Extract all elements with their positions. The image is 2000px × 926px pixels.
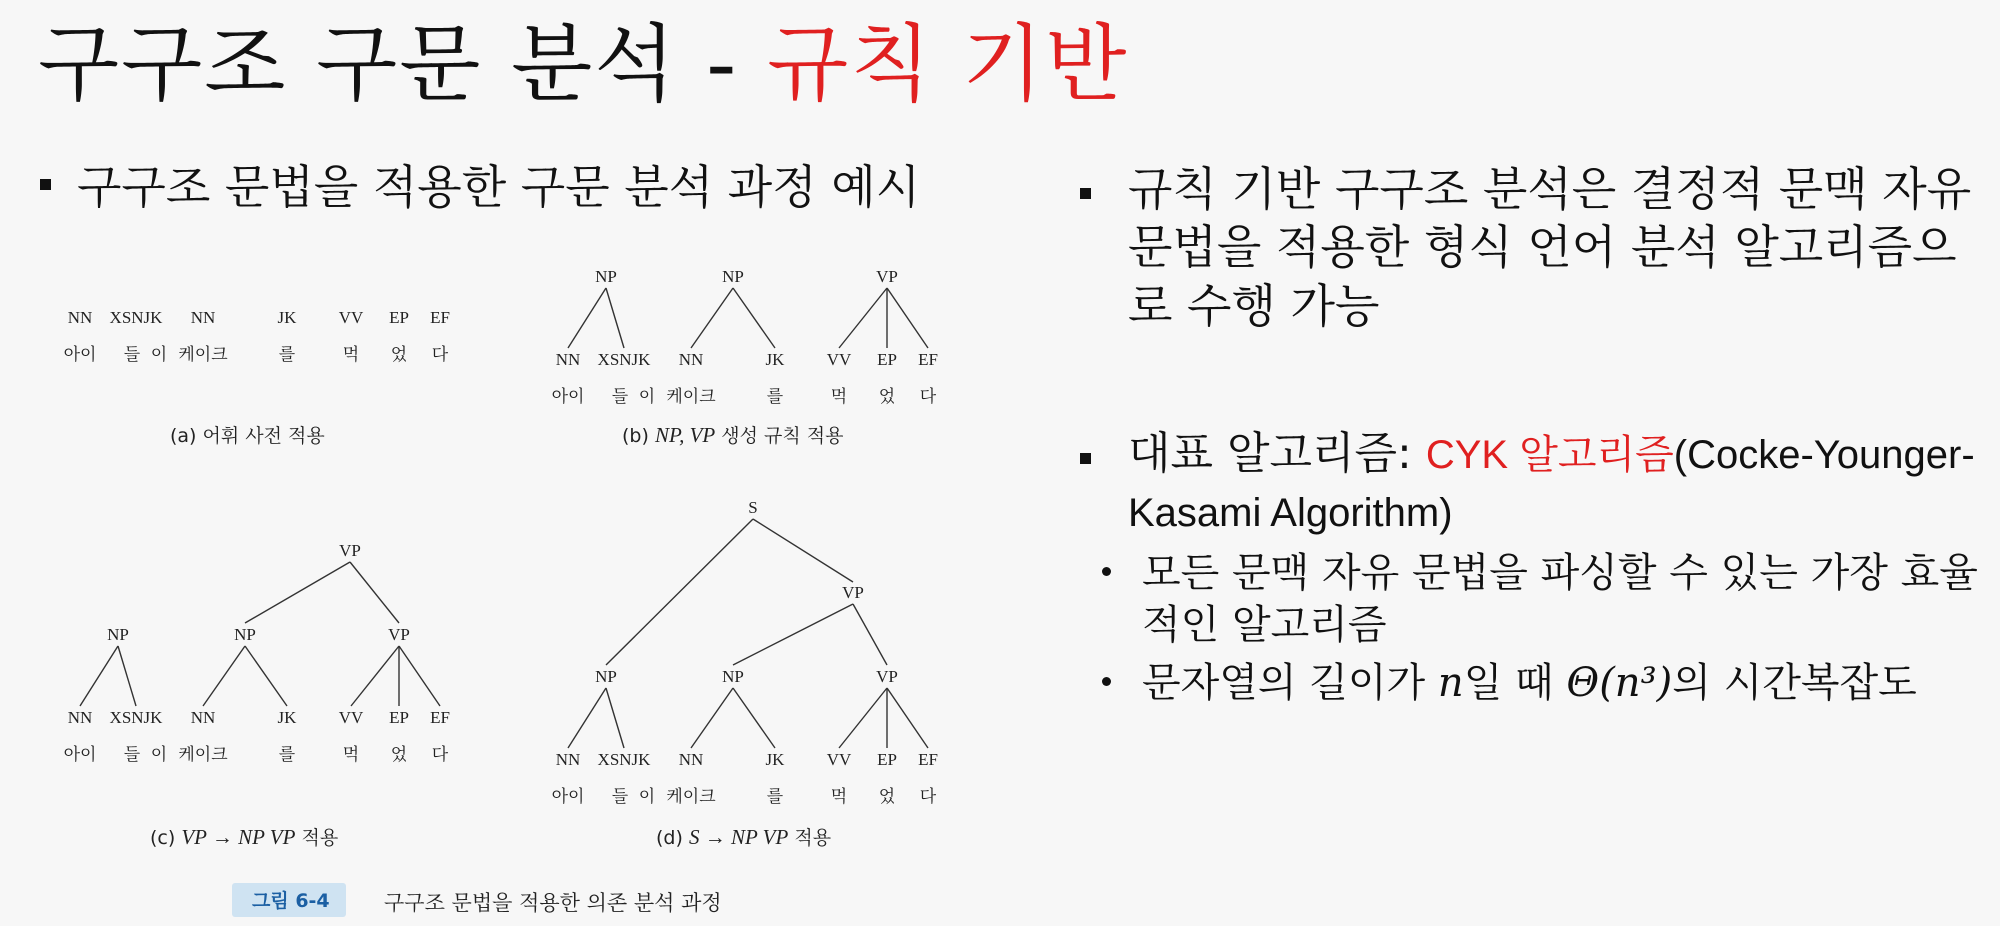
dot-bullet-icon — [1102, 567, 1111, 576]
pos-tag: NN — [555, 350, 581, 369]
morpheme: 아이 — [551, 387, 585, 407]
pos-tag: VV — [826, 750, 852, 769]
morpheme: 를 — [766, 387, 784, 407]
dot-bullet-icon — [1102, 677, 1111, 686]
tree-edge — [887, 688, 928, 748]
morpheme: 이 — [638, 787, 656, 807]
morpheme: 들 — [123, 345, 141, 365]
tree-edge — [203, 646, 245, 706]
morpheme: 아이 — [63, 345, 97, 365]
figure-caption: 구구조 문법을 적용한 의존 분석 과정 — [384, 891, 722, 915]
phrase-node: VP — [876, 267, 898, 286]
pos-tag: XSNJK — [109, 708, 163, 727]
tree-edge — [839, 288, 887, 348]
pos-tag: VV — [826, 350, 852, 369]
morpheme: 들 — [611, 387, 629, 407]
morpheme: 아이 — [63, 745, 97, 765]
morpheme: 다 — [431, 745, 449, 765]
pos-tag: NN — [190, 708, 216, 727]
right-bullet-1 — [1080, 160, 1980, 335]
pos-tag: EP — [877, 750, 897, 769]
phrase-node: NP — [595, 667, 617, 686]
tree-edge — [399, 646, 440, 706]
caption-b-prefix: (b) — [622, 425, 655, 447]
tree-edge — [351, 646, 399, 706]
pos-tag: EF — [430, 308, 450, 327]
pos-tag: EF — [918, 750, 938, 769]
caption-d-prefix: (d) — [656, 827, 689, 849]
morpheme: 먹 — [342, 345, 360, 365]
morpheme: 다 — [919, 387, 937, 407]
pos-tag: XSNJK — [597, 750, 651, 769]
caption-c-suffix: 적용 — [295, 827, 339, 849]
morpheme: 었 — [878, 787, 896, 807]
tree-edge — [606, 688, 624, 748]
pos-tag: NN — [678, 750, 704, 769]
tree-edge — [887, 288, 928, 348]
sub-bullet-2 — [1080, 657, 1980, 709]
pos-tag: NN — [67, 708, 93, 727]
title-main: 구구조 구문 분석 - — [38, 15, 768, 113]
pos-tag: JK — [765, 350, 785, 369]
tree-edge — [853, 604, 887, 665]
left-bullet-text: 구구조 문법을 적용한 구문 분석 과정 예시 — [77, 160, 921, 214]
caption-c — [150, 825, 338, 849]
tree-layer — [64, 267, 938, 807]
caption-b — [622, 423, 843, 447]
pos-tag: XSNJK — [109, 308, 163, 327]
morpheme: 다 — [431, 345, 449, 365]
pos-tag: XSNJK — [597, 350, 651, 369]
phrase-node: NP — [234, 625, 256, 644]
tree-edge — [733, 688, 775, 748]
morpheme: 었 — [390, 345, 408, 365]
sub2-theta: Θ(n³) — [1566, 660, 1673, 707]
sub-bullet-1-text: 모든 문맥 자유 문법을 파싱할 수 있는 가장 효율적인 알고리즘 — [1142, 550, 1978, 649]
tree-edge — [568, 688, 606, 748]
tree-edge — [245, 562, 350, 623]
tree-edge — [568, 288, 606, 348]
morpheme: 이 — [638, 387, 656, 407]
morpheme: 이 — [150, 745, 168, 765]
square-bullet-icon — [1080, 453, 1091, 464]
tree-edge — [753, 519, 853, 582]
morpheme: 케이크 — [178, 345, 228, 365]
tree-edge — [733, 604, 853, 665]
tree-edge — [118, 646, 136, 706]
right-bullet-1-text: 규칙 기반 구구조 분석은 결정적 문맥 자유 문법을 적용한 형식 언어 분석 알고리즘으로 수행 가능 — [1128, 162, 1972, 333]
pos-tag: EP — [877, 350, 897, 369]
morpheme: 이 — [150, 345, 168, 365]
pos-tag: EP — [389, 308, 409, 327]
tree-edge — [691, 288, 733, 348]
pos-tag: JK — [277, 308, 297, 327]
morpheme: 먹 — [342, 745, 360, 765]
phrase-node: VP — [388, 625, 410, 644]
morpheme: 케이크 — [666, 387, 716, 407]
figure-label: 그림 6-4 — [252, 890, 330, 912]
tree-edge — [733, 288, 775, 348]
pos-tag: VV — [338, 708, 364, 727]
morpheme: 를 — [278, 745, 296, 765]
sub2-b: 일 때 — [1463, 660, 1567, 707]
morpheme: 먹 — [830, 787, 848, 807]
morpheme: 들 — [123, 745, 141, 765]
morpheme: 었 — [878, 387, 896, 407]
caption-d-math: S → NP VP — [688, 825, 789, 849]
caption-c-math: VP → NP VP — [181, 825, 296, 849]
morpheme: 아이 — [551, 787, 585, 807]
morpheme: 먹 — [830, 387, 848, 407]
phrase-node: S — [748, 498, 758, 517]
caption-a: (a) 어휘 사전 적용 — [170, 425, 325, 447]
bullet2-suffix: (Cocke-Younger-Kasami Algorithm) — [1128, 433, 1975, 536]
right-column — [1080, 160, 1980, 709]
pos-tag: EF — [430, 708, 450, 727]
tree-edge — [691, 688, 733, 748]
caption-c-prefix: (c) — [150, 827, 182, 849]
pos-tag: JK — [765, 750, 785, 769]
morpheme: 를 — [278, 345, 296, 365]
phrase-node: NP — [722, 267, 744, 286]
caption-d-suffix: 적용 — [788, 827, 832, 849]
sub2-c: 의 시간복잡도 — [1672, 660, 1917, 707]
phrase-node: VP — [339, 541, 361, 560]
tree-edge — [839, 688, 887, 748]
caption-b-math: NP, VP — [654, 423, 716, 447]
caption-d — [656, 825, 831, 849]
caption-b-suffix: 생성 규칙 적용 — [715, 425, 844, 447]
sub2-a: 문자열의 길이가 — [1142, 660, 1438, 707]
pos-tag: VV — [338, 308, 364, 327]
morpheme: 었 — [390, 745, 408, 765]
pos-tag: NN — [67, 308, 93, 327]
pos-tag: NN — [555, 750, 581, 769]
morpheme: 케이크 — [178, 745, 228, 765]
tree-edge — [80, 646, 118, 706]
right-bullet-2 — [1080, 425, 1980, 541]
morpheme: 를 — [766, 787, 784, 807]
phrase-node: NP — [107, 625, 129, 644]
sub2-n: n — [1437, 660, 1464, 707]
bullet2-prefix: 대표 알고리즘: — [1128, 428, 1426, 480]
bullet2-cyk: CYK 알고리즘 — [1425, 433, 1674, 478]
morpheme: 다 — [919, 787, 937, 807]
phrase-node: NP — [595, 267, 617, 286]
pos-tag: NN — [190, 308, 216, 327]
pos-tag: EF — [918, 350, 938, 369]
title-highlight: 규칙 기반 — [767, 15, 1129, 113]
tree-edge — [350, 562, 399, 623]
tree-edge — [606, 288, 624, 348]
phrase-node: VP — [876, 667, 898, 686]
tree-edge — [245, 646, 287, 706]
morpheme: 들 — [611, 787, 629, 807]
phrase-node: VP — [842, 583, 864, 602]
square-bullet-icon — [1080, 188, 1091, 199]
morpheme: 케이크 — [666, 787, 716, 807]
phrase-node: NP — [722, 667, 744, 686]
tree-edge — [606, 519, 753, 665]
pos-tag: EP — [389, 708, 409, 727]
sub-bullet-1 — [1080, 547, 1980, 651]
pos-tag: NN — [678, 350, 704, 369]
pos-tag: JK — [277, 708, 297, 727]
